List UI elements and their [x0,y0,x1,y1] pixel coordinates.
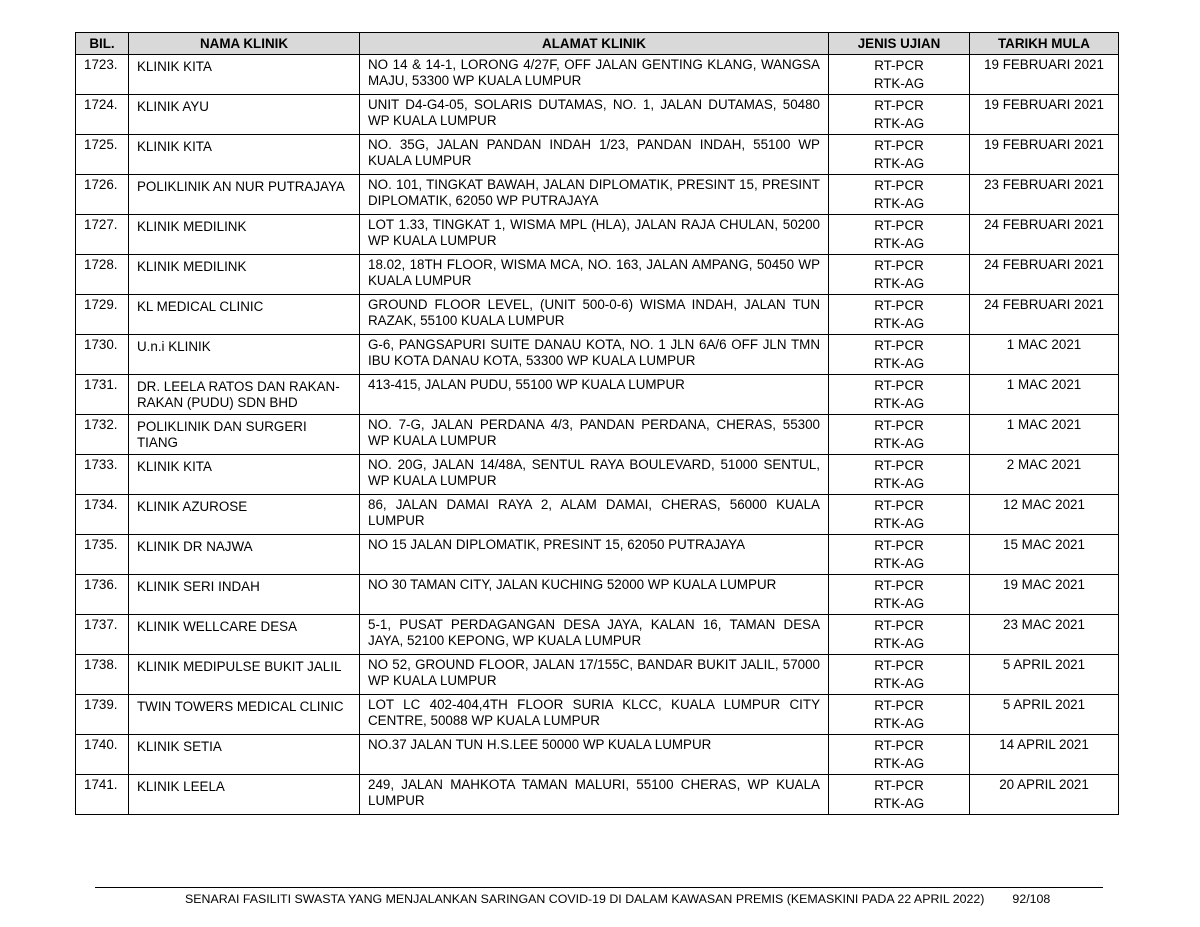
row-number: 1741. [76,775,129,815]
clinic-address: LOT LC 402-404,4TH FLOOR SURIA KLCC, KUALA LUMPUR CITY CENTRE, 50088 WP KUALA LUMPUR [360,695,829,735]
clinic-name [129,255,360,295]
test-type-rt-pcr: RT-PCR [874,458,924,473]
row-number: 1730. [76,335,129,375]
table-header-row [76,33,1119,55]
clinic-address: NO.37 JALAN TUN H.S.LEE 50000 WP KUALA LUMPUR [360,735,829,775]
test-type-rtk-ag: RTK-AG [873,636,925,651]
clinic-name [129,375,360,415]
start-date: 19 FEBRUARI 2021 [970,135,1119,175]
clinic-name-text: KLINIK LEELA [137,779,225,794]
start-date: 15 MAC 2021 [970,535,1119,575]
start-date: 2 MAC 2021 [970,455,1119,495]
clinic-name [129,335,360,375]
test-type-rtk-ag: RTK-AG [873,596,925,611]
clinic-name [129,455,360,495]
table-row [76,135,1119,175]
row-number: 1724. [76,95,129,135]
test-types [829,295,970,335]
start-date: 14 APRIL 2021 [970,735,1119,775]
test-type-rt-pcr: RT-PCR [874,98,924,113]
test-types [829,415,970,455]
test-type-rtk-ag: RTK-AG [873,756,925,771]
test-types [829,55,970,95]
table-row [76,95,1119,135]
row-number: 1739. [76,695,129,735]
clinic-address: GROUND FLOOR LEVEL, (UNIT 500-0-6) WISMA INDAH, JALAN TUN RAZAK, 55100 KUALA LUMPUR [360,295,829,335]
table-row [76,175,1119,215]
start-date: 1 MAC 2021 [970,375,1119,415]
clinic-name-text: DR. LEELA RATOS DAN RAKAN-RAKAN (PUDU) SDN BHD [137,379,340,410]
test-types [829,455,970,495]
row-number: 1725. [76,135,129,175]
row-number: 1732. [76,415,129,455]
clinic-name [129,535,360,575]
table-row [76,415,1119,455]
start-date: 24 FEBRUARI 2021 [970,215,1119,255]
table-row [76,575,1119,615]
test-type-rtk-ag: RTK-AG [873,236,925,251]
row-number: 1728. [76,255,129,295]
row-number: 1737. [76,615,129,655]
test-types [829,495,970,535]
test-types [829,95,970,135]
test-type-rt-pcr: RT-PCR [874,258,924,273]
table-row [76,255,1119,295]
row-number: 1738. [76,655,129,695]
test-type-rt-pcr: RT-PCR [874,178,924,193]
clinic-name-text: KLINIK MEDILINK [137,259,247,274]
row-number: 1740. [76,735,129,775]
clinic-name [129,655,360,695]
clinic-name-text: KLINIK AZUROSE [137,499,248,514]
test-type-rtk-ag: RTK-AG [873,196,925,211]
test-type-rt-pcr: RT-PCR [874,778,924,793]
test-types [829,655,970,695]
test-types [829,215,970,255]
row-number: 1733. [76,455,129,495]
test-type-rt-pcr: RT-PCR [874,218,924,233]
test-type-rtk-ag: RTK-AG [873,316,925,331]
test-type-rt-pcr: RT-PCR [874,58,924,73]
test-type-rtk-ag: RTK-AG [873,156,925,171]
clinic-name-text: KLINIK KITA [137,139,212,154]
test-type-rtk-ag: RTK-AG [873,676,925,691]
clinic-name-text: KLINIK AYU [137,99,209,114]
start-date: 19 FEBRUARI 2021 [970,55,1119,95]
clinic-name-text: KLINIK SETIA [137,739,222,754]
row-number: 1727. [76,215,129,255]
start-date: 19 FEBRUARI 2021 [970,95,1119,135]
table-row [76,335,1119,375]
clinic-address: 249, JALAN MAHKOTA TAMAN MALURI, 55100 CHERAS, WP KUALA LUMPUR [360,775,829,815]
row-number: 1726. [76,175,129,215]
test-type-rt-pcr: RT-PCR [874,738,924,753]
clinic-name-text: KLINIK MEDIPULSE BUKIT JALIL [137,659,342,674]
start-date: 12 MAC 2021 [970,495,1119,535]
test-types [829,375,970,415]
clinic-name [129,295,360,335]
table-row [76,55,1119,95]
clinic-address: 86, JALAN DAMAI RAYA 2, ALAM DAMAI, CHERAS, 56000 KUALA LUMPUR [360,495,829,535]
clinic-name-text: POLIKLINIK AN NUR PUTRAJAYA [137,179,345,194]
table-row [76,695,1119,735]
test-type-rt-pcr: RT-PCR [874,618,924,633]
test-type-rtk-ag: RTK-AG [873,716,925,731]
table-row [76,215,1119,255]
clinic-name [129,575,360,615]
test-type-rtk-ag: RTK-AG [873,476,925,491]
test-types [829,335,970,375]
clinic-name [129,495,360,535]
clinic-name-text: KLINIK KITA [137,59,212,74]
table-row [76,495,1119,535]
page-number: 92/108 [1012,892,1051,906]
clinic-name-text: U.n.i KLINIK [137,339,211,354]
clinic-name [129,415,360,455]
table-row [76,455,1119,495]
clinic-address: G-6, PANGSAPURI SUITE DANAU KOTA, NO. 1 JLN 6A/6 OFF JLN TMN IBU KOTA DANAU KOTA, 53300 WP KUALA LUMPUR [360,335,829,375]
test-type-rt-pcr: RT-PCR [874,138,924,153]
test-types [829,135,970,175]
start-date: 1 MAC 2021 [970,335,1119,375]
clinic-name [129,95,360,135]
test-type-rtk-ag: RTK-AG [873,436,925,451]
clinic-name [129,135,360,175]
clinic-name-text: KLINIK SERI INDAH [137,579,260,594]
test-types [829,695,970,735]
row-number: 1734. [76,495,129,535]
row-number: 1735. [76,535,129,575]
clinic-name-text: KLINIK KITA [137,459,212,474]
test-type-rtk-ag: RTK-AG [873,116,925,131]
test-types [829,175,970,215]
table-row [76,735,1119,775]
test-type-rt-pcr: RT-PCR [874,538,924,553]
clinic-name-text: KLINIK MEDILINK [137,219,247,234]
test-type-rt-pcr: RT-PCR [874,658,924,673]
table-row [76,615,1119,655]
test-types [829,775,970,815]
test-types [829,735,970,775]
test-type-rtk-ag: RTK-AG [873,796,925,811]
test-types [829,535,970,575]
clinic-address: NO. 20G, JALAN 14/48A, SENTUL RAYA BOULEVARD, 51000 SENTUL, WP KUALA LUMPUR [360,455,829,495]
clinic-name-text: KLINIK DR NAJWA [137,539,253,554]
clinic-table [75,32,1119,815]
clinic-name [129,615,360,655]
start-date: 1 MAC 2021 [970,415,1119,455]
header-bil: BIL. [76,33,129,55]
footer-divider [95,887,1103,888]
test-type-rt-pcr: RT-PCR [874,338,924,353]
test-type-rt-pcr: RT-PCR [874,498,924,513]
start-date: 23 FEBRUARI 2021 [970,175,1119,215]
test-type-rt-pcr: RT-PCR [874,418,924,433]
start-date: 5 APRIL 2021 [970,695,1119,735]
row-number: 1731. [76,375,129,415]
clinic-address: NO 14 & 14-1, LORONG 4/27F, OFF JALAN GENTING KLANG, WANGSA MAJU, 53300 WP KUALA LUMPUR [360,55,829,95]
start-date: 19 MAC 2021 [970,575,1119,615]
clinic-name [129,175,360,215]
header-alamat-klinik: ALAMAT KLINIK [360,33,829,55]
test-type-rtk-ag: RTK-AG [873,76,925,91]
row-number: 1729. [76,295,129,335]
clinic-address: 413-415, JALAN PUDU, 55100 WP KUALA LUMPUR [360,375,829,415]
start-date: 5 APRIL 2021 [970,655,1119,695]
start-date: 20 APRIL 2021 [970,775,1119,815]
test-type-rtk-ag: RTK-AG [873,516,925,531]
table-body [76,55,1119,815]
test-type-rtk-ag: RTK-AG [873,276,925,291]
start-date: 24 FEBRUARI 2021 [970,295,1119,335]
clinic-address: 18.02, 18TH FLOOR, WISMA MCA, NO. 163, JALAN AMPANG, 50450 WP KUALA LUMPUR [360,255,829,295]
clinic-address: 5-1, PUSAT PERDAGANGAN DESA JAYA, KALAN 16, TAMAN DESA JAYA, 52100 KEPONG, WP KUALA LUMPUR [360,615,829,655]
row-number: 1723. [76,55,129,95]
test-type-rt-pcr: RT-PCR [874,698,924,713]
test-types [829,255,970,295]
test-type-rt-pcr: RT-PCR [874,298,924,313]
test-type-rt-pcr: RT-PCR [874,578,924,593]
start-date: 24 FEBRUARI 2021 [970,255,1119,295]
test-type-rtk-ag: RTK-AG [873,356,925,371]
table-row [76,535,1119,575]
clinic-name-text: TWIN TOWERS MEDICAL CLINIC [137,699,344,714]
clinic-name [129,215,360,255]
test-type-rtk-ag: RTK-AG [873,396,925,411]
table-row [76,375,1119,415]
clinic-name-text: POLIKLINIK DAN SURGERI TIANG [137,419,307,450]
clinic-address: NO. 35G, JALAN PANDAN INDAH 1/23, PANDAN INDAH, 55100 WP KUALA LUMPUR [360,135,829,175]
clinic-address: NO. 7-G, JALAN PERDANA 4/3, PANDAN PERDANA, CHERAS, 55300 WP KUALA LUMPUR [360,415,829,455]
row-number: 1736. [76,575,129,615]
clinic-address: UNIT D4-G4-05, SOLARIS DUTAMAS, NO. 1, JALAN DUTAMAS, 50480 WP KUALA LUMPUR [360,95,829,135]
clinic-name-text: KL MEDICAL CLINIC [137,299,264,314]
clinic-address: LOT 1.33, TINGKAT 1, WISMA MPL (HLA), JALAN RAJA CHULAN, 50200 WP KUALA LUMPUR [360,215,829,255]
page-footer [185,892,1050,906]
header-nama-klinik: NAMA KLINIK [129,33,360,55]
clinic-address: NO 15 JALAN DIPLOMATIK, PRESINT 15, 62050 PUTRAJAYA [360,535,829,575]
clinic-name [129,775,360,815]
clinic-name-text: KLINIK WELLCARE DESA [137,619,297,634]
header-jenis-ujian: JENIS UJIAN [829,33,970,55]
start-date: 23 MAC 2021 [970,615,1119,655]
table-row [76,295,1119,335]
test-types [829,615,970,655]
clinic-address: NO 52, GROUND FLOOR, JALAN 17/155C, BANDAR BUKIT JALIL, 57000 WP KUALA LUMPUR [360,655,829,695]
clinic-address: NO 30 TAMAN CITY, JALAN KUCHING 52000 WP KUALA LUMPUR [360,575,829,615]
clinic-name [129,55,360,95]
table-row [76,775,1119,815]
clinic-name [129,735,360,775]
test-type-rtk-ag: RTK-AG [873,556,925,571]
table-row [76,655,1119,695]
header-tarikh-mula: TARIKH MULA [970,33,1119,55]
footer-title: SENARAI FASILITI SWASTA YANG MENJALANKAN SARINGAN COVID-19 DI DALAM KAWASAN PREMIS (KEMASKINI PADA 22 APRIL 2022) [185,892,985,906]
test-type-rt-pcr: RT-PCR [874,378,924,393]
clinic-address: NO. 101, TINGKAT BAWAH, JALAN DIPLOMATIK, PRESINT 15, PRESINT DIPLOMATIK, 62050 WP PUTRAJAYA [360,175,829,215]
clinic-name [129,695,360,735]
test-types [829,575,970,615]
